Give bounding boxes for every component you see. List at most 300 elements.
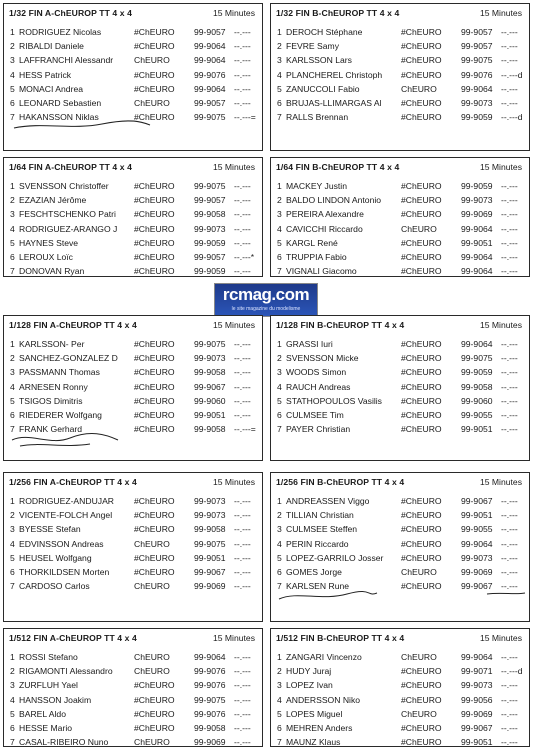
driver-list — [8, 337, 258, 436]
driver-row — [8, 693, 258, 707]
driver-list — [275, 337, 525, 436]
driver-row — [275, 721, 525, 735]
heat-box-1-64-b — [270, 157, 530, 277]
driver-name: ZANUCCOLI Fabio — [286, 83, 360, 94]
licence-number: 99-9064 — [461, 339, 493, 349]
driver-row — [8, 522, 258, 536]
driver-row — [275, 664, 525, 678]
driver-list — [8, 179, 258, 277]
driver-row — [275, 565, 525, 579]
championship-code: #ChEURO — [401, 381, 442, 392]
grid-position: 7 — [277, 266, 282, 277]
driver-name: BRUJAS-LLIMARGAS Al — [286, 97, 382, 108]
heat-title: 1/128 FIN B-ChEUROP TT 4 x 4 — [276, 320, 405, 330]
championship-code: #ChEURO — [401, 353, 442, 364]
licence-number: 99-9064 — [194, 83, 226, 94]
championship-code: #ChEURO — [401, 339, 442, 349]
grid-position: 2 — [10, 41, 15, 52]
result-placeholder: --.--- — [501, 266, 518, 277]
licence-number: 99-9055 — [461, 409, 493, 420]
driver-row — [275, 707, 525, 721]
heat-header — [275, 160, 525, 174]
result-placeholder: --.--- — [234, 581, 251, 592]
licence-number: 99-9069 — [194, 737, 226, 747]
driver-row — [8, 394, 258, 408]
driver-list — [8, 494, 258, 593]
result-placeholder: --.--- — [234, 680, 251, 691]
championship-code: #ChEURO — [401, 195, 442, 206]
championship-code: #ChEURO — [134, 566, 175, 577]
driver-name: CULMSEE Tim — [286, 409, 344, 420]
grid-position: 3 — [277, 209, 282, 220]
championship-code: #ChEURO — [401, 424, 442, 435]
driver-row — [275, 193, 525, 207]
driver-row — [275, 650, 525, 664]
heat-title: 1/512 FIN A-ChEUROP TT 4 x 4 — [9, 633, 137, 643]
championship-code: ChEURO — [134, 652, 170, 662]
championship-code: #ChEURO — [134, 552, 175, 563]
result-placeholder: --.--- — [234, 223, 251, 234]
licence-number: 99-9071 — [461, 666, 493, 677]
result-placeholder: --.---d — [501, 666, 523, 677]
driver-row — [275, 537, 525, 551]
result-placeholder: --.--- — [234, 496, 251, 506]
grid-position: 7 — [10, 112, 15, 123]
driver-row — [8, 39, 258, 53]
licence-number: 99-9075 — [194, 181, 226, 191]
grid-position: 1 — [10, 339, 15, 349]
heat-title: 1/256 FIN B-ChEUROP TT 4 x 4 — [276, 477, 405, 487]
licence-number: 99-9057 — [194, 195, 226, 206]
licence-number: 99-9057 — [461, 41, 493, 52]
result-placeholder: --.--- — [234, 666, 251, 677]
result-placeholder: --.--- — [501, 708, 518, 719]
championship-code: ChEURO — [401, 83, 437, 94]
licence-number: 99-9060 — [194, 395, 226, 406]
driver-row — [8, 551, 258, 565]
driver-list — [275, 25, 525, 124]
result-placeholder: --.--- — [501, 223, 518, 234]
grid-position: 4 — [10, 381, 15, 392]
grid-position: 3 — [10, 55, 15, 66]
driver-name: RALLS Brennan — [286, 112, 349, 123]
heat-header — [8, 6, 258, 20]
heat-title: 1/32 FIN A-ChEUROP TT 4 x 4 — [9, 8, 133, 18]
championship-code: #ChEURO — [401, 209, 442, 220]
result-placeholder: --.--- — [501, 381, 518, 392]
licence-number: 99-9064 — [461, 538, 493, 549]
grid-position: 3 — [277, 524, 282, 535]
grid-position: 7 — [277, 424, 282, 435]
result-placeholder: --.--- — [234, 708, 251, 719]
result-placeholder: --.--- — [234, 83, 251, 94]
driver-row — [275, 422, 525, 436]
grid-position: 5 — [277, 237, 282, 248]
heat-duration: 15 Minutes — [479, 633, 522, 643]
championship-code: #ChEURO — [134, 112, 175, 123]
licence-number: 99-9075 — [194, 538, 226, 549]
grid-position: 6 — [10, 409, 15, 420]
heat-duration: 15 Minutes — [212, 477, 255, 487]
driver-name: CAVICCHI Riccardo — [286, 223, 363, 234]
grid-position: 6 — [277, 566, 282, 577]
grid-position: 7 — [277, 112, 282, 123]
licence-number: 99-9055 — [461, 524, 493, 535]
championship-code: #ChEURO — [134, 367, 175, 378]
championship-code: #ChEURO — [134, 41, 175, 52]
grid-position: 3 — [277, 367, 282, 378]
heat-header — [8, 631, 258, 645]
result-placeholder: --.---= — [234, 112, 256, 123]
grid-position: 7 — [10, 737, 15, 747]
licence-number: 99-9064 — [461, 652, 493, 662]
result-placeholder: --.--- — [234, 395, 251, 406]
licence-number: 99-9059 — [461, 112, 493, 123]
championship-code: #ChEURO — [134, 209, 175, 220]
driver-name: RODRIGUEZ-ARANGO J — [19, 223, 118, 234]
championship-code: #ChEURO — [134, 266, 175, 277]
championship-code: #ChEURO — [401, 680, 442, 691]
driver-row — [8, 68, 258, 82]
result-placeholder: --.--- — [501, 55, 518, 66]
result-placeholder: --.--- — [234, 181, 251, 191]
licence-number: 99-9059 — [194, 266, 226, 277]
result-placeholder: --.--- — [501, 652, 518, 662]
result-placeholder: --.--- — [501, 524, 518, 535]
grid-position: 4 — [10, 69, 15, 80]
heat-duration: 15 Minutes — [212, 8, 255, 18]
driver-name: ZURFLUH Yael — [19, 680, 78, 691]
driver-name: DEROCH Stéphane — [286, 27, 363, 37]
driver-name: GOMES Jorge — [286, 566, 342, 577]
grid-position: 2 — [277, 353, 282, 364]
licence-number: 99-9069 — [461, 209, 493, 220]
grid-position: 2 — [10, 353, 15, 364]
licence-number: 99-9051 — [461, 737, 493, 747]
licence-number: 99-9073 — [194, 510, 226, 521]
result-placeholder: --.--- — [501, 209, 518, 220]
result-placeholder: --.--- — [234, 367, 251, 378]
result-placeholder: --.--- — [234, 510, 251, 521]
heat-header — [275, 475, 525, 489]
licence-number: 99-9064 — [461, 83, 493, 94]
licence-number: 99-9073 — [461, 195, 493, 206]
grid-position: 5 — [10, 708, 15, 719]
licence-number: 99-9057 — [194, 97, 226, 108]
grid-position: 5 — [10, 552, 15, 563]
championship-code: #ChEURO — [134, 680, 175, 691]
result-placeholder: --.--- — [234, 266, 251, 277]
grid-position: 4 — [277, 223, 282, 234]
driver-row — [8, 110, 258, 124]
driver-row — [8, 408, 258, 422]
grid-position: 2 — [277, 510, 282, 521]
championship-code: #ChEURO — [401, 581, 442, 592]
result-placeholder: --.--- — [501, 195, 518, 206]
licence-number: 99-9057 — [461, 27, 493, 37]
driver-name: ARNESEN Ronny — [19, 381, 88, 392]
grid-position: 6 — [10, 251, 15, 262]
championship-code: #ChEURO — [401, 112, 442, 123]
driver-name: EZAZIAN Jérôme — [19, 195, 87, 206]
result-placeholder: --.--- — [234, 69, 251, 80]
driver-name: LAFFRANCHI Alessandr — [19, 55, 114, 66]
licence-number: 99-9067 — [194, 566, 226, 577]
result-placeholder: --.--- — [501, 83, 518, 94]
heat-box-1-256-a — [3, 472, 263, 622]
licence-number: 99-9057 — [194, 251, 226, 262]
licence-number: 99-9058 — [194, 722, 226, 733]
driver-row — [8, 222, 258, 236]
result-placeholder: --.--- — [501, 581, 518, 592]
driver-list — [275, 179, 525, 277]
championship-code: #ChEURO — [401, 510, 442, 521]
driver-row — [275, 394, 525, 408]
driver-name: KARLSSON- Per — [19, 339, 85, 349]
driver-name: RODRIGUEZ Nicolas — [19, 27, 102, 37]
driver-name: STATHOPOULOS Vasilis — [286, 395, 382, 406]
championship-code: #ChEURO — [134, 27, 175, 37]
driver-row — [275, 207, 525, 221]
championship-code: #ChEURO — [401, 538, 442, 549]
grid-position: 6 — [10, 97, 15, 108]
grid-position: 2 — [10, 510, 15, 521]
driver-row — [275, 68, 525, 82]
championship-code: #ChEURO — [401, 97, 442, 108]
result-placeholder: --.--- — [501, 395, 518, 406]
championship-code: ChEURO — [134, 737, 170, 747]
heat-title: 1/128 FIN A-ChEUROP TT 4 x 4 — [9, 320, 137, 330]
licence-number: 99-9058 — [194, 424, 226, 435]
driver-row — [8, 494, 258, 508]
championship-code: #ChEURO — [401, 237, 442, 248]
result-placeholder: --.--- — [501, 737, 518, 747]
driver-name: RIBALDI Daniele — [19, 41, 84, 52]
championship-code: #ChEURO — [401, 496, 442, 506]
result-placeholder: --.--- — [234, 652, 251, 662]
driver-name: VIGNALI Giacomo — [286, 266, 357, 277]
grid-position: 4 — [10, 223, 15, 234]
licence-number: 99-9051 — [461, 510, 493, 521]
championship-code: ChEURO — [134, 581, 170, 592]
result-placeholder: --.--- — [234, 381, 251, 392]
driver-name: CASAL-RIBEIRO Nuno — [19, 737, 109, 747]
grid-position: 1 — [10, 652, 15, 662]
result-placeholder: --.--- — [234, 524, 251, 535]
driver-name: TILLIAN Christian — [286, 510, 354, 521]
heat-duration: 15 Minutes — [212, 162, 255, 172]
grid-position: 6 — [10, 566, 15, 577]
result-placeholder: --.--- — [501, 680, 518, 691]
licence-number: 99-9069 — [461, 708, 493, 719]
licence-number: 99-9075 — [194, 339, 226, 349]
driver-name: TSIGOS Dimitris — [19, 395, 83, 406]
driver-name: FESCHTSCHENKO Patri — [19, 209, 116, 220]
driver-row — [8, 422, 258, 436]
championship-code: #ChEURO — [134, 524, 175, 535]
licence-number: 99-9076 — [194, 708, 226, 719]
result-placeholder: --.--- — [501, 97, 518, 108]
driver-list — [275, 650, 525, 747]
driver-row — [275, 380, 525, 394]
driver-row — [8, 207, 258, 221]
driver-row — [275, 250, 525, 264]
driver-name: PASSMANN Thomas — [19, 367, 100, 378]
grid-position: 4 — [277, 69, 282, 80]
driver-name: KARLSEN Rune — [286, 581, 350, 592]
championship-code: #ChEURO — [134, 83, 175, 94]
driver-row — [275, 39, 525, 53]
licence-number: 99-9060 — [461, 395, 493, 406]
championship-code: #ChEURO — [134, 69, 175, 80]
championship-code: #ChEURO — [401, 737, 442, 747]
licence-number: 99-9067 — [461, 496, 493, 506]
grid-position: 6 — [277, 722, 282, 733]
grid-position: 1 — [277, 652, 282, 662]
licence-number: 99-9064 — [461, 266, 493, 277]
championship-code: #ChEURO — [401, 524, 442, 535]
logo-tagline: le site magazine du modelisme — [231, 306, 301, 312]
result-placeholder: --.--- — [501, 367, 518, 378]
grid-position: 1 — [277, 27, 282, 37]
driver-row — [275, 110, 525, 124]
licence-number: 99-9073 — [194, 496, 226, 506]
driver-name: RIEDERER Wolfgang — [19, 409, 102, 420]
result-placeholder: --.--- — [234, 737, 251, 747]
championship-code: ChEURO — [134, 538, 170, 549]
heat-title: 1/64 FIN A-ChEUROP TT 4 x 4 — [9, 162, 133, 172]
driver-row — [8, 53, 258, 67]
heat-title: 1/512 FIN B-ChEUROP TT 4 x 4 — [276, 633, 405, 643]
driver-row — [8, 365, 258, 379]
grid-position: 7 — [10, 581, 15, 592]
championship-code: #ChEURO — [134, 195, 175, 206]
driver-row — [8, 664, 258, 678]
grid-position: 1 — [277, 496, 282, 506]
driver-name: VICENTE-FOLCH Angel — [19, 510, 113, 521]
driver-name: THORKILDSEN Morten — [19, 566, 110, 577]
championship-code: #ChEURO — [401, 694, 442, 705]
result-placeholder: --.--- — [501, 538, 518, 549]
grid-position: 6 — [277, 251, 282, 262]
licence-number: 99-9073 — [461, 97, 493, 108]
grid-position: 1 — [277, 181, 282, 191]
heat-box-1-512-b — [270, 628, 530, 747]
heat-duration: 15 Minutes — [479, 320, 522, 330]
driver-name: HESS Patrick — [19, 69, 72, 80]
championship-code: ChEURO — [401, 566, 437, 577]
driver-row — [275, 551, 525, 565]
driver-name: KARLSSON Lars — [286, 55, 352, 66]
licence-number: 99-9064 — [194, 652, 226, 662]
grid-position: 5 — [277, 395, 282, 406]
driver-name: LOPEZ-GARRILO Josser — [286, 552, 384, 563]
grid-position: 6 — [277, 97, 282, 108]
grid-position: 2 — [10, 195, 15, 206]
licence-number: 99-9064 — [194, 55, 226, 66]
driver-row — [275, 82, 525, 96]
driver-name: LOPEZ Ivan — [286, 680, 333, 691]
heat-header — [8, 475, 258, 489]
championship-code: #ChEURO — [134, 722, 175, 733]
driver-row — [275, 522, 525, 536]
championship-code: #ChEURO — [401, 395, 442, 406]
driver-row — [8, 193, 258, 207]
grid-position: 7 — [277, 581, 282, 592]
grid-position: 3 — [10, 367, 15, 378]
grid-position: 5 — [10, 237, 15, 248]
result-placeholder: --.--- — [234, 538, 251, 549]
driver-name: BAREL Aldo — [19, 708, 66, 719]
championship-code: #ChEURO — [401, 69, 442, 80]
driver-row — [8, 82, 258, 96]
championship-code: #ChEURO — [401, 181, 442, 191]
championship-code: #ChEURO — [401, 27, 442, 37]
driver-row — [8, 380, 258, 394]
championship-code: ChEURO — [134, 55, 170, 66]
driver-row — [8, 678, 258, 692]
driver-row — [275, 735, 525, 747]
grid-position: 5 — [10, 83, 15, 94]
grid-position: 3 — [10, 209, 15, 220]
driver-row — [275, 693, 525, 707]
result-placeholder: --.--- — [501, 552, 518, 563]
championship-code: #ChEURO — [134, 510, 175, 521]
licence-number: 99-9059 — [194, 237, 226, 248]
result-placeholder: --.--- — [501, 409, 518, 420]
heat-title: 1/64 FIN B-ChEUROP TT 4 x 4 — [276, 162, 400, 172]
licence-number: 99-9059 — [461, 181, 493, 191]
licence-number: 99-9057 — [194, 27, 226, 37]
driver-name: LEONARD Sebastien — [19, 97, 102, 108]
licence-number: 99-9067 — [194, 381, 226, 392]
licence-number: 99-9058 — [461, 381, 493, 392]
championship-code: #ChEURO — [134, 339, 175, 349]
result-placeholder: --.--- — [501, 339, 518, 349]
licence-number: 99-9069 — [194, 581, 226, 592]
driver-name: DONOVAN Ryan — [19, 266, 85, 277]
driver-name: HAKANSSON Niklas — [19, 112, 99, 123]
driver-list — [8, 650, 258, 747]
result-placeholder: --.--- — [501, 510, 518, 521]
grid-position: 1 — [10, 496, 15, 506]
driver-row — [275, 678, 525, 692]
driver-name: PERIN Riccardo — [286, 538, 349, 549]
result-placeholder: --.--- — [501, 424, 518, 435]
logo-brand: rcmag.com — [222, 285, 310, 304]
licence-number: 99-9056 — [461, 694, 493, 705]
grid-position: 4 — [277, 538, 282, 549]
driver-row — [8, 735, 258, 747]
driver-name: HEUSEL Wolfgang — [19, 552, 92, 563]
licence-number: 99-9075 — [194, 112, 226, 123]
driver-row — [275, 494, 525, 508]
result-placeholder: --.--- — [234, 722, 251, 733]
grid-position: 4 — [277, 381, 282, 392]
result-placeholder: --.--- — [501, 566, 518, 577]
result-placeholder: --.--- — [234, 409, 251, 420]
result-placeholder: --.---* — [234, 251, 255, 262]
championship-code: #ChEURO — [401, 666, 442, 677]
heat-duration: 15 Minutes — [479, 8, 522, 18]
championship-code: #ChEURO — [401, 409, 442, 420]
grid-position: 2 — [10, 666, 15, 677]
grid-position: 7 — [277, 737, 282, 747]
heat-duration: 15 Minutes — [479, 162, 522, 172]
licence-number: 99-9058 — [194, 524, 226, 535]
heat-header — [8, 318, 258, 332]
championship-code: #ChEURO — [134, 708, 175, 719]
